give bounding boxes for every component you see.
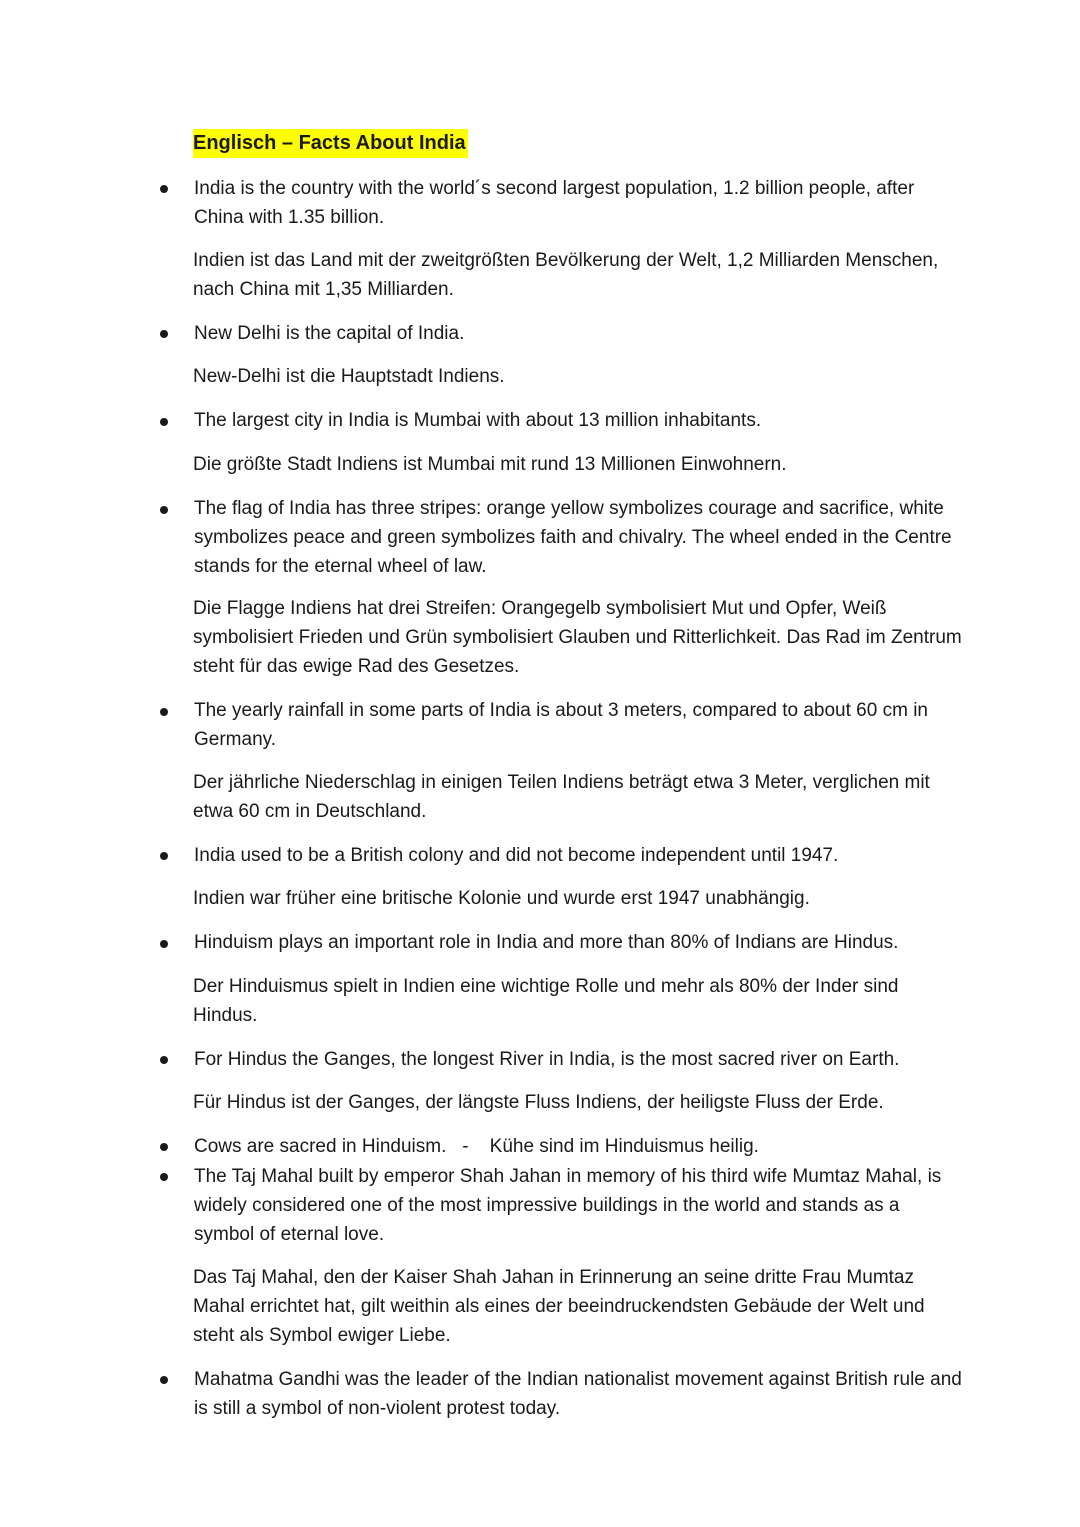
fact-en: India is the country with the world´s second largest population, 1.2 billion people, after China with 1.35 billion.: [194, 178, 915, 228]
fact-de: Für Hindus ist der Ganges, der längste Fluss Indiens, der heiligste Fluss der Erde.: [193, 1092, 884, 1113]
bullet-icon: [160, 185, 168, 193]
bullet-icon: [160, 1376, 168, 1384]
bullet-icon: [160, 940, 168, 948]
document-title: Englisch – Facts About India: [193, 129, 468, 158]
fact-en: Cows are sacred in Hinduism. - Kühe sind im Hinduismus heilig.: [194, 1136, 759, 1157]
fact-de: Indien war früher eine britische Kolonie und wurde erst 1947 unabhängig.: [193, 888, 810, 909]
fact-en: Mahatma Gandhi was the leader of the Indian nationalist movement against British rule and is still a symbol of non-violent protest today.: [194, 1369, 962, 1419]
fact-en: New Delhi is the capital of India.: [194, 323, 465, 344]
fact-de: Der jährliche Niederschlag in einigen Teilen Indiens beträgt etwa 3 Meter, verglichen mit etwa 60 cm in Deutschland.: [193, 772, 930, 822]
bullet-icon: [160, 1056, 168, 1064]
fact-en: The yearly rainfall in some parts of India is about 3 meters, compared to about 60 cm in Germany.: [194, 700, 928, 750]
fact-de: Die Flagge Indiens hat drei Streifen: Orangegelb symbolisiert Mut und Opfer, Weiß symbolisiert Frieden und Grün symbolisiert Glauben und Ritterlichkeit. Das Rad im Zentrum steht für das ewige Rad des Gesetzes.: [193, 598, 962, 677]
bullet-icon: [160, 418, 168, 426]
bullet-icon: [160, 330, 168, 338]
fact-en: The Taj Mahal built by emperor Shah Jahan in memory of his third wife Mumtaz Mahal, is widely considered one of the most impressive buildings in the world and stands as a symbol of eternal love.: [194, 1166, 942, 1245]
fact-en: The largest city in India is Mumbai with about 13 million inhabitants.: [194, 410, 762, 431]
bullet-icon: [160, 1173, 168, 1181]
fact-en: Hinduism plays an important role in India and more than 80% of Indians are Hindus.: [194, 932, 899, 953]
fact-de: New-Delhi ist die Hauptstadt Indiens.: [193, 366, 505, 387]
fact-de: Die größte Stadt Indiens ist Mumbai mit rund 13 Millionen Einwohnern.: [193, 454, 787, 475]
fact-en: India used to be a British colony and did not become independent until 1947.: [194, 845, 839, 866]
fact-de: Das Taj Mahal, den der Kaiser Shah Jahan in Erinnerung an seine dritte Frau Mumtaz Mahal errichtet hat, gilt weithin als eines der beeindruckendsten Gebäude der Welt und steht als Symbol ewiger Liebe.: [193, 1267, 925, 1346]
fact-de: Indien ist das Land mit der zweitgrößten Bevölkerung der Welt, 1,2 Milliarden Menschen, nach China mit 1,35 Milliarden.: [193, 250, 939, 300]
bullet-icon: [160, 708, 168, 716]
bullet-icon: [160, 506, 168, 514]
bullet-icon: [160, 852, 168, 860]
fact-de: Der Hinduismus spielt in Indien eine wichtige Rolle und mehr als 80% der Inder sind Hindus.: [193, 976, 899, 1026]
fact-en: The flag of India has three stripes: orange yellow symbolizes courage and sacrifice, white symbolizes peace and green symbolizes faith and chivalry. The wheel ended in the Centre stands for the eternal wheel of law.: [194, 498, 952, 577]
fact-en: For Hindus the Ganges, the longest River in India, is the most sacred river on Earth.: [194, 1049, 900, 1070]
bullet-icon: [160, 1143, 168, 1151]
